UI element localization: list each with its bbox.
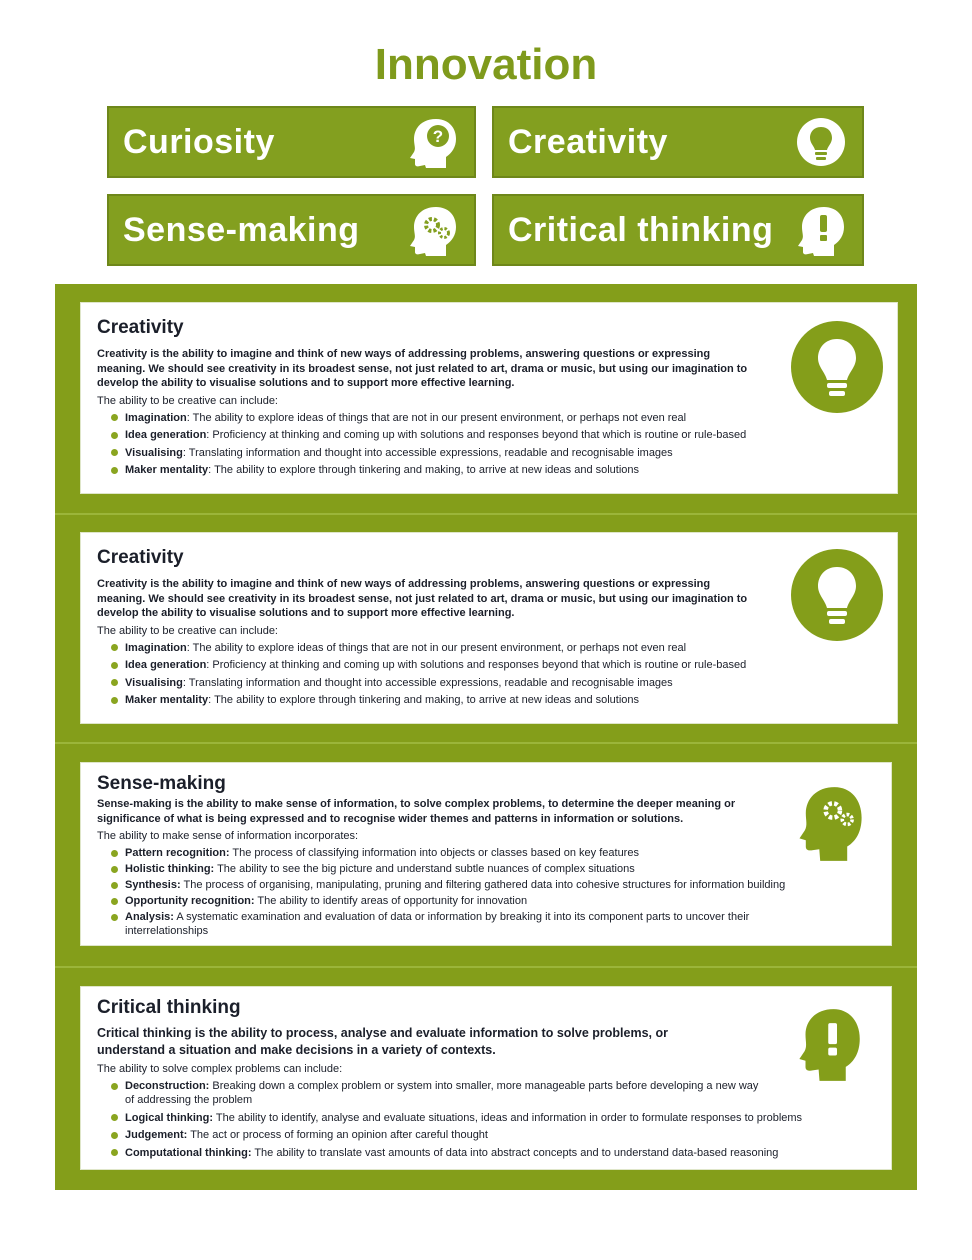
tile-label: Curiosity — [123, 122, 275, 161]
tile-curiosity[interactable] — [107, 106, 476, 178]
card-title: Critical thinking — [97, 997, 241, 1018]
list-item: Imagination: The ability to explore ideas of things that are not in our present environment, or perhaps not even real — [111, 641, 881, 655]
card-lead: The ability to be creative can include: — [97, 624, 278, 637]
lightbulb-icon — [794, 115, 848, 169]
card-creativity — [80, 532, 898, 724]
card-intro: Critical thinking is the ability to process, analyse and evaluate information to solve problems, or understand a situation and make decisions in a variety of contexts. — [97, 1026, 668, 1057]
card-title: Creativity — [97, 317, 184, 338]
card-title: Sense-making — [97, 773, 226, 794]
head-question-icon — [406, 115, 460, 169]
head-gears-icon — [406, 203, 460, 257]
head-gears-icon — [795, 781, 867, 867]
list-item: Visualising: Translating information and thought into accessible expressions, readable and recognisable images — [111, 446, 881, 460]
list-item: Imagination: The ability to explore ideas of things that are not in our present environment, or perhaps not even real — [111, 411, 881, 425]
card-list — [97, 846, 875, 938]
tile-label: Creativity — [508, 122, 668, 161]
tile-label: Critical thinking — [508, 210, 774, 249]
list-item: Maker mentality: The ability to explore through tinkering and making, to arrive at new ideas and solutions — [111, 463, 881, 477]
head-exclamation-icon — [795, 1003, 865, 1087]
card-creativity — [80, 302, 898, 494]
tile-sense-making[interactable] — [107, 194, 476, 266]
tile-label: Sense-making — [123, 210, 360, 249]
list-item: Pattern recognition: The process of classifying information into objects or classes based on key features — [111, 846, 875, 860]
list-item: Visualising: Translating information and thought into accessible expressions, readable and recognisable images — [111, 676, 881, 690]
list-item: Maker mentality: The ability to explore through tinkering and making, to arrive at new ideas and solutions — [111, 693, 881, 707]
card-critical-thinking — [80, 986, 892, 1170]
card-intro: Creativity is the ability to imagine and think of new ways of addressing problems, answering questions or expressing meaning. We should see creativity in its broadest sense, not just related to art, drama or music, but using our imagination to develop the ability to visualise solutions and to support more effective learning. — [97, 348, 748, 389]
card-intro: Sense-making is the ability to make sense of information, to solve complex problems, to determine the deeper meaning or significance of what is being expressed and to recognise wider themes and patterns in information or solutions. — [97, 798, 736, 825]
list-item: Holistic thinking: The ability to see the big picture and understand subtle nuances of complex situations — [111, 862, 875, 876]
tile-creativity[interactable] — [492, 106, 864, 178]
lightbulb-icon — [789, 547, 885, 643]
card-list — [97, 411, 881, 478]
section-divider — [55, 513, 917, 515]
list-item: Computational thinking: The ability to translate vast amounts of data into abstract concepts and to understand data-based reasoning — [111, 1146, 875, 1160]
card-title: Creativity — [97, 547, 184, 568]
card-sense-making — [80, 762, 892, 946]
list-item: Opportunity recognition: The ability to identify areas of opportunity for innovation — [111, 894, 875, 908]
list-item: Deconstruction: Breaking down a complex problem or system into smaller, more manageable parts before developing a new way of addressing the problem — [111, 1079, 761, 1107]
card-intro: Creativity is the ability to imagine and think of new ways of addressing problems, answering questions or expressing meaning. We should see creativity in its broadest sense, not just related to art, drama or music, but using our imagination to develop the ability to visualise solutions and to support more effective learning. — [97, 578, 748, 619]
card-lead: The ability to solve complex problems can include: — [97, 1063, 343, 1075]
page-title: Innovation — [374, 40, 598, 89]
list-item: Synthesis: The process of organising, manipulating, pruning and filtering gathered data into cohesive structures for information building — [111, 878, 875, 892]
card-lead: The ability to make sense of information incorporates: — [97, 830, 359, 842]
svg-text:?: ? — [432, 127, 444, 146]
lightbulb-icon — [789, 319, 885, 415]
list-item: Judgement: The act or process of forming an opinion after careful thought — [111, 1128, 875, 1142]
list-item: Idea generation: Proficiency at thinking and coming up with solutions and responses beyond that which is routine or rule-based — [111, 658, 881, 672]
list-item: Logical thinking: The ability to identify, analyse and evaluate situations, ideas and information in order to formulate responses to problems — [111, 1111, 875, 1125]
section-divider — [55, 966, 917, 968]
list-item: Analysis: A systematic examination and evaluation of data or information by breaking it into its component parts to uncover their interrelationships — [111, 910, 811, 938]
card-list — [97, 1079, 875, 1160]
list-item: Idea generation: Proficiency at thinking and coming up with solutions and responses beyond that which is routine or rule-based — [111, 428, 881, 442]
card-lead: The ability to be creative can include: — [97, 394, 278, 407]
section-divider — [55, 742, 917, 744]
card-list — [97, 641, 881, 708]
head-exclamation-icon — [794, 203, 848, 257]
tile-critical-thinking[interactable] — [492, 194, 864, 266]
